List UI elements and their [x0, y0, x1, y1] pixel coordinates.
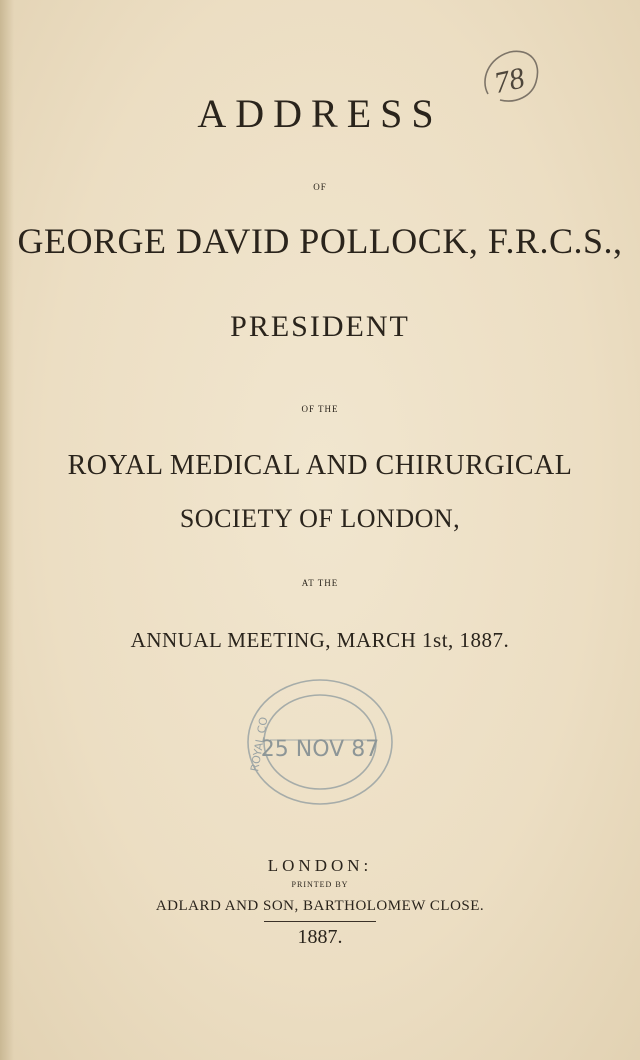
document-title: ADDRESS: [197, 91, 443, 136]
stamp-left-text: ROYAL CO: [248, 716, 271, 773]
of-the-label: OF THE: [301, 404, 339, 414]
society-name-line-1: ROYAL MEDICAL AND CHIRURGICAL: [67, 450, 573, 481]
stamp-date: 25 NOV 87: [260, 737, 380, 762]
at-the-label: AT THE: [301, 578, 339, 588]
printed-by-label: PRINTED BY: [291, 880, 349, 889]
library-stamp: [230, 642, 410, 812]
shelfmark-number: 78: [491, 61, 528, 100]
society-name-line-2: SOCIETY OF LONDON,: [179, 504, 461, 533]
author-name: GEORGE DAVID POLLOCK, F.R.C.S.,: [17, 221, 623, 261]
handwritten-shelfmark: [470, 44, 550, 114]
author-role: PRESIDENT: [230, 310, 410, 343]
of-label: OF: [313, 182, 327, 192]
year-rule: [264, 921, 376, 922]
meeting-date-line: ANNUAL MEETING, MARCH 1st, 1887.: [130, 628, 510, 652]
printer-name: ADLARD AND SON, BARTHOLOMEW CLOSE.: [155, 898, 485, 914]
publication-year: 1887.: [297, 926, 343, 948]
imprint-place: LONDON:: [267, 856, 373, 875]
